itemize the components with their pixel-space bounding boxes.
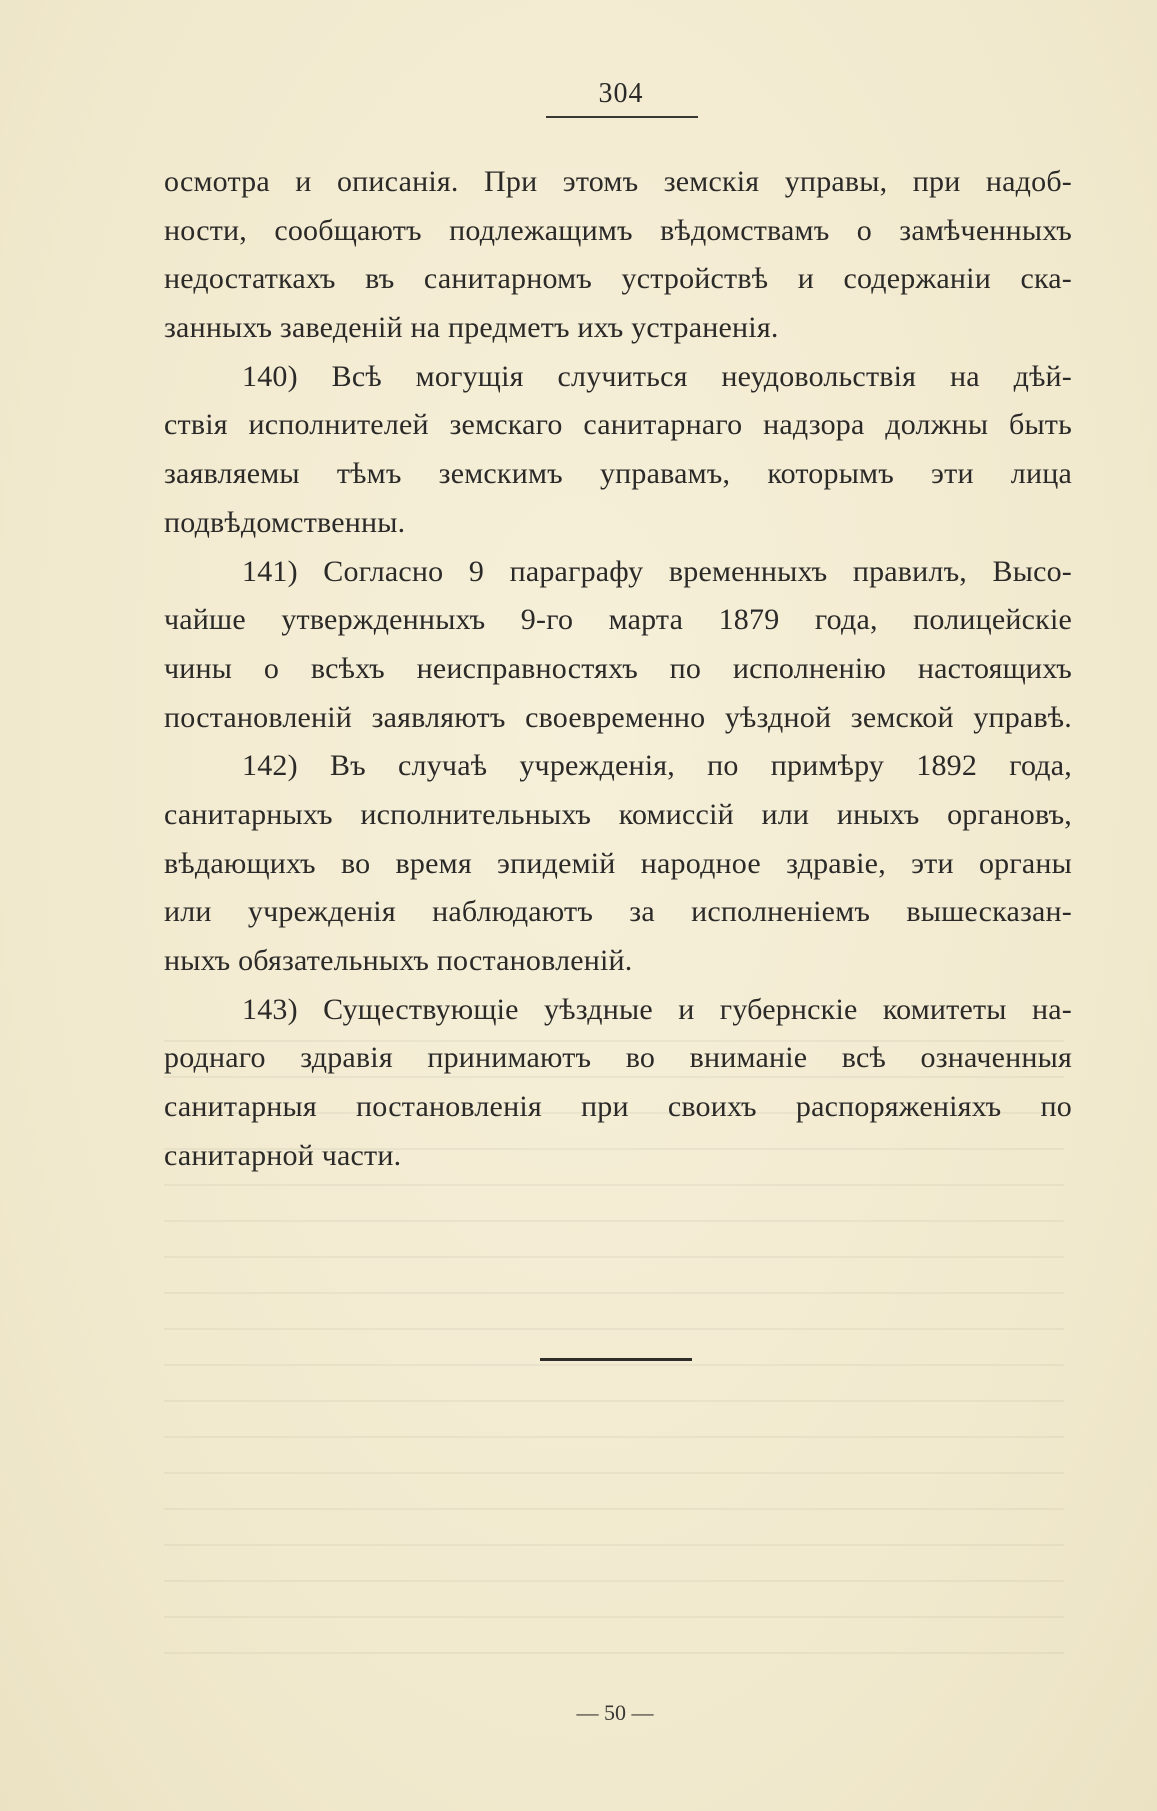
text-line: 142) Въ случаѣ учрежденія, по примѣру 1892 года, xyxy=(242,749,1072,783)
text-line: подвѣдомственны. xyxy=(164,505,406,539)
text-line: постановленій заявляютъ своевременно уѣздной земской управѣ. xyxy=(164,700,1072,734)
text-line: ныхъ обязательныхъ постановленій. xyxy=(164,944,633,977)
text-line: вѣдающихъ во время эпидемій народное здравіе, эти органы xyxy=(164,846,1072,880)
text-line: или учрежденія наблюдаютъ за исполненіемъ вышесказан- xyxy=(164,895,1072,929)
text-line: чины о всѣхъ неисправностяхъ по исполненію настоящихъ xyxy=(164,651,1072,685)
text-line: 140) Всѣ могущія случиться неудовольствія на дѣй- xyxy=(242,359,1072,393)
end-rule xyxy=(540,1358,692,1361)
text-line: осмотра и описанія. При этомъ земскія управы, при надоб- xyxy=(164,165,1072,198)
text-line: 141) Согласно 9 параграфу временныхъ правилъ, Высо- xyxy=(242,554,1072,588)
page-number: 304 xyxy=(598,78,644,109)
text-line: недостаткахъ въ санитарномъ устройствѣ и содержаніи ска- xyxy=(164,262,1072,296)
header-rule xyxy=(546,116,698,118)
text-line: роднаго здравія принимаютъ во вниманіе всѣ означенныя xyxy=(164,1041,1072,1075)
folio-number: — 50 — xyxy=(576,1700,654,1725)
text-line: санитарныя постановленія при своихъ распоряженіяхъ по xyxy=(164,1090,1072,1124)
text-line: санитарной части. xyxy=(164,1138,402,1172)
text-line: санитарныхъ исполнительныхъ комиссій или иныхъ органовъ, xyxy=(164,797,1072,831)
text-line: ствія исполнителей земскаго санитарнаго надзора должны быть xyxy=(164,408,1072,442)
text-line: 143) Существующіе уѣздные и губернскіе комитеты на- xyxy=(242,992,1072,1026)
text-line: заявляемы тѣмъ земскимъ управамъ, которымъ эти лица xyxy=(164,457,1072,491)
text-line: ности, сообщаютъ подлежащимъ вѣдомствамъ о замѣченныхъ xyxy=(164,213,1072,247)
body-text xyxy=(164,158,1072,1180)
text-line: занныхъ заведеній на предметъ ихъ устраненія. xyxy=(164,311,779,345)
text-line: чайше утвержденныхъ 9-го марта 1879 года, полицейскіе xyxy=(164,603,1072,637)
